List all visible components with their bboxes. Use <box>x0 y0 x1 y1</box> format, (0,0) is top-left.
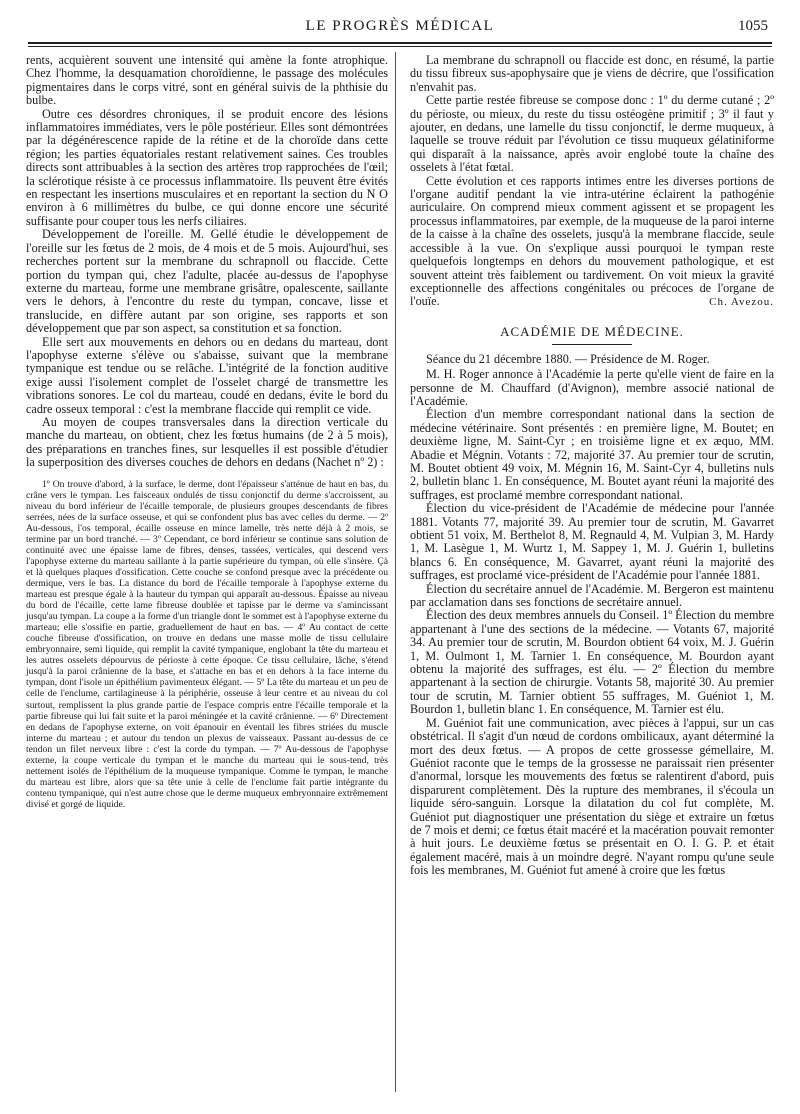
paragraph: M. H. Roger annonce à l'Académie la perte qu'elle vient de faire en la personne de M. Chauffard (d'Avignon), membre associé national de l'Académie. <box>410 367 774 408</box>
section-rule <box>552 344 632 345</box>
header-rule <box>28 42 772 44</box>
header-rule-thin <box>28 46 772 47</box>
paragraph: Cette partie restée fibreuse se compose donc : 1º du derme cutané ; 2º du périoste, ou mieux, du reste du tissu ostéogène primitif ; 3º il faut y ajouter, en dedans, une lamelle du tissu conjonctif, le derme muqueux, à laquelle se trouve réduit par l'évolution ce tissu muqueux gélatiniforme qui disparaît à la naissance, après avoir englobé toute la chaîne des osselets à l'état fœtal. <box>410 93 774 175</box>
journal-title: LE PROGRÈS MÉDICAL <box>305 18 495 34</box>
paragraph: Élection du vice-président de l'Académie de médecine pour l'année 1881. Votants 77, majorité 39. Au premier tour de scrutin, M. Gavarret obtient 51 voix, M. Berthelot 8, M. Regnauld 4, M. Vulpian 3, M. Hardy 1, M. Lasègue 1, M. Wurtz 1, M. Sappey 1, M. J. Guérin 1, bulletins blancs 6. En conséquence, M. Gavarret, ayant réuni la majorité des suffrages, est proclamé vice-président de l'Académie pour l'année 1881. <box>410 501 774 583</box>
paragraph: Cette évolution et ces rapports intimes entre les diverses portions de l'organe auditif pendant la vie intra-utérine éclairent la pathogénie auriculaire. On comprend mieux comment agissent et se propagent les processus inflammatoires, par exemple, de la muqueuse de la paroi interne de la caisse à la chaîne des osselets, jusqu'à la membrane flaccide, seule accessible à la vue. On s'explique aussi pourquoi le tympan reste quelquefois longtemps en dehors du mouvement pathologique, et est souvent atteint très faiblement ou tardivement. On voit mieux la gravité exceptionnelle des affections congénitales ou précoces de l'organe de l'ouïe. <box>410 173 774 309</box>
paragraph: rents, acquièrent souvent une intensité qui amène la fonte atrophique. Chez l'homme, la desquamation choroïdienne, le passage des molécules pigmentaires dans le corps vitré, sont en général suivis de la phthisie du bulbe. <box>26 53 388 108</box>
paragraph: La membrane du schrapnoll ou flaccide est donc, en résumé, la partie du tissu fibreux sus-apophysaire que je viens de décrire, que l'ossification n'envahit pas. <box>410 53 774 94</box>
author-signature: Ch. Avezou. <box>709 295 774 308</box>
section-heading-text: ACADÉMIE DE MÉDECINE. <box>500 323 684 339</box>
paragraph: Au moyen de coupes transversales dans la direction verticale du manche du marteau, on obtient, chez les fœtus humains (de 2 à 5 mois), des préparations en tranches fines, sur lesquelles il est possible d'étudier la superposition des diverses couches de dehors en dedans (Nachet nº 2) : <box>26 414 388 470</box>
left-column <box>26 54 388 810</box>
paragraph: Élection des deux membres annuels du Conseil. 1º Élection du membre appartenant à l'une des sections de la médecine. — Votants 67, majorité 34. Au premier tour de scrutin, M. Bourdon obtient 64 voix, M. J. Guérin 1, M. Oulmont 1, M. Tarnier 1. En conséquence, M. Bourdon ayant obtenu la majorité des suffrages, est élu. — 2º Élection du membre appartenant à la section de chirurgie. Votants 58, majorité 30. Au premier tour de scrutin, M. Tarnier obtient 55 suffrages, M. Guéniot 1, M. Bourdon 1, bulletin blanc 1. En conséquence, M. Tarnier est élu. <box>410 608 774 717</box>
paragraph: Elle sert aux mouvements en dehors ou en dedans du marteau, dont l'apophyse externe s'élève ou s'abaisse, suivant que la membrane tympanique est tendue ou se relâche. L'intégrité de la fonction auditive exige aussi l'isolement complet de l'osselet chargé de transmettre les vibrations sonores. Le col du marteau, coudé en dedans, évite le bord du cadre osseux temporal : c'est la membrane flaccide qui remplit ce vide. <box>26 334 388 416</box>
paragraph: Élection d'un membre correspondant national dans la section de médecine vétérinaire. Sont présentés : en première ligne, M. Boutet; en deuxième ligne, M. Saint-Cyr ; en troisième ligne et ex æquo, MM. Abadie et Mégnin. Votants : 72, majorité 37. Au premier tour de scrutin, M. Boutet obtient 49 voix, M. Mégnin 16, M. Saint-Cyr 4, bulletins nuls 2, bulletin blanc 1. En conséquence, M. Boutet ayant réuni la majorité des suffrages, est proclamé membre correspondant national. <box>410 407 774 502</box>
paragraph: Développement de l'oreille. M. Gellé étudie le développement de l'oreille sur les fœtus de 2 mois, de 4 mois et de 5 mois. Aujourd'hui, ses recherches portent sur la membrane du schrapnoll ou flaccide. Cette portion du tympan qui, chez l'adulte, placée au-dessus de l'apophyse externe du marteau, forme une membrane grisâtre, opalescente, saillante vers le dehors, à l'encontre du reste du tympan, concave, lisse et translucide, en diffère autant par son origine, ses rapports et son développement que par son aspect, sa constitution et sa fonction. <box>26 227 388 336</box>
session-line: Séance du 21 décembre 1880. — Présidence de M. Roger. <box>426 351 710 366</box>
section-heading <box>410 324 774 345</box>
paragraph: Outre ces désordres chroniques, il se produit encore des lésions inflammatoires immédiates, vers le pôle postérieur. Elles sont démontrées par la dégénérescence rapide de la rétine et de la choroïde dans cette région; les parties équatoriales restant relativement saines. Ces troubles directs sont attribuables à la section des artères trop rapprochées de l'œil; la sclérotique résiste à ce processus inflammatoire. Ils peuvent être évités en respectant les insertions musculaires et en reportant la section du N O environ à 6 millimètres du bulbe, ce qui donne encore une sécurité suffisante pour couper tous les nerfs ciliaires. <box>26 106 388 228</box>
paragraph: Élection du secrétaire annuel de l'Académie. M. Bergeron est maintenu par acclamation dans ses fonctions de secrétaire annuel. <box>410 581 774 610</box>
paragraph: M. Guéniot fait une communication, avec pièces à l'appui, sur un cas obstétrical. Il s'agit d'un nœud de cordons ombilicaux, ayant déterminé la mort des deux fœtus. — A propos de cette grossesse gémellaire, M. Guéniot raconte que le temps de la grossesse ne paraissait rien présenter d'anormal, lorsque les mouvements des fœtus se ralentirent d'abord, puis disparurent complètement. Dès la rupture des membranes, il s'écoula un liquide séro-sanguin. Lorsque la dilatation du col fut complète, M. Guéniot put diagnostiquer une présentation du siège et extraire un fœtus de 7 mois et demi; ce fœtus était macéré et la macération pouvait remonter à huit jours. Le deuxième fœtus se présentait en O. I. G. P. et était également macéré, mais à un moindre degré. N'ayant rompu qu'une seule fois les membranes, M. Guéniot fut amené à croire que les fœtus <box>410 715 774 878</box>
small-print-paragraph: 1º On trouve d'abord, à la surface, le derme, dont l'épaisseur s'atténue de haut en bas, du crâne vers le tympan. Les faisceaux ondulés de tissu conjonctif du derme s'accroissent, au niveau du bord inférieur de l'écaille temporale, de plusieurs groupes descendants de fibres serrées, nées de la surface osseuse, et qui se confondent plus bas avec celles du derme. — 2º Au-dessous, l'os temporal, écaille osseuse en mince lamelle, très nette déjà à 2 mois, se termine par un bord tranché. — 3º Cependant, ce bord inférieur se continue sans solution de continuité avec une épaisse lame de fibres, denses, tassées, verticales, qui descend vers l'apophyse externe du marteau saillante à la partie supérieure du tympan, où elle s'insère. Çà et là quelques plaques d'ossification. Cette couche se confond presque avec la précédente ou dermique, vers le bas. La distance du bord de l'écaille temporale à l'apophyse externe du marteau est presque égale à la hauteur du tympan qui apparaît au-dessous. Épaisse au niveau du bord de l'écaille, cette lame fibreuse doublée et tapisse par le derme va s'amincissant jusqu'au tympan. La coupe a la forme d'un triangle dont le sommet est à l'apophyse externe du marteau; elle s'ossifie en partie, graduellement de haut en bas. — 4º Au contact de cette couche fibreuse d'ossification, on trouve en dedans une masse molle de tissu cellulaire embryonnaire, semi liquide, qui remplit la cavité tympanique, englobant la tête du marteau et les autres osselets dépourvus de périoste à cette époque. Ce tissu cellulaire, lâche, s'étend jusqu'à la paroi crânienne de la base, et s'attache en bas et en dehors à la face interne du tympan, dont l'isole un épithélium pavimenteux élégant. — 5º La tête du marteau et un peu de celle de l'enclume, cartilagineuse à la périphérie, osseuse à leur centre et au niveau du col surtout, remplissent la plus grande partie de l'espace compris entre l'écaille temporale et la partie fibreuse qui lui fait suite et la paroi méningée et la cavité crânienne. — 6º Directement en dedans de l'apophyse externe, on voit épanouir en éventail les fibres striées du muscle interne du marteau ; et autour du tendon un plexus de vaisseaux. Passant au-dessus de ce tendon un filet nerveux libre : c'est la corde du tympan. — 7º Au-dessous de l'apophyse externe, la coupe verticale du tympan et le manche du marteau qui le sous-tend, très nettement isolés de l'épithélium de la muqueuse tympanique. Comme le tympan, le manche du marteau est libre, alors que sa tête unie à celle de l'enclume fait partie intégrante du contenu tympanique, qui n'est autre chose que le derme muqueux embryonnaire extrêmement divisé et gorgé de liquide. <box>26 478 388 810</box>
page-header <box>28 14 772 36</box>
right-column <box>410 54 774 878</box>
page-number: 1055 <box>738 18 768 34</box>
column-divider <box>395 52 396 1092</box>
